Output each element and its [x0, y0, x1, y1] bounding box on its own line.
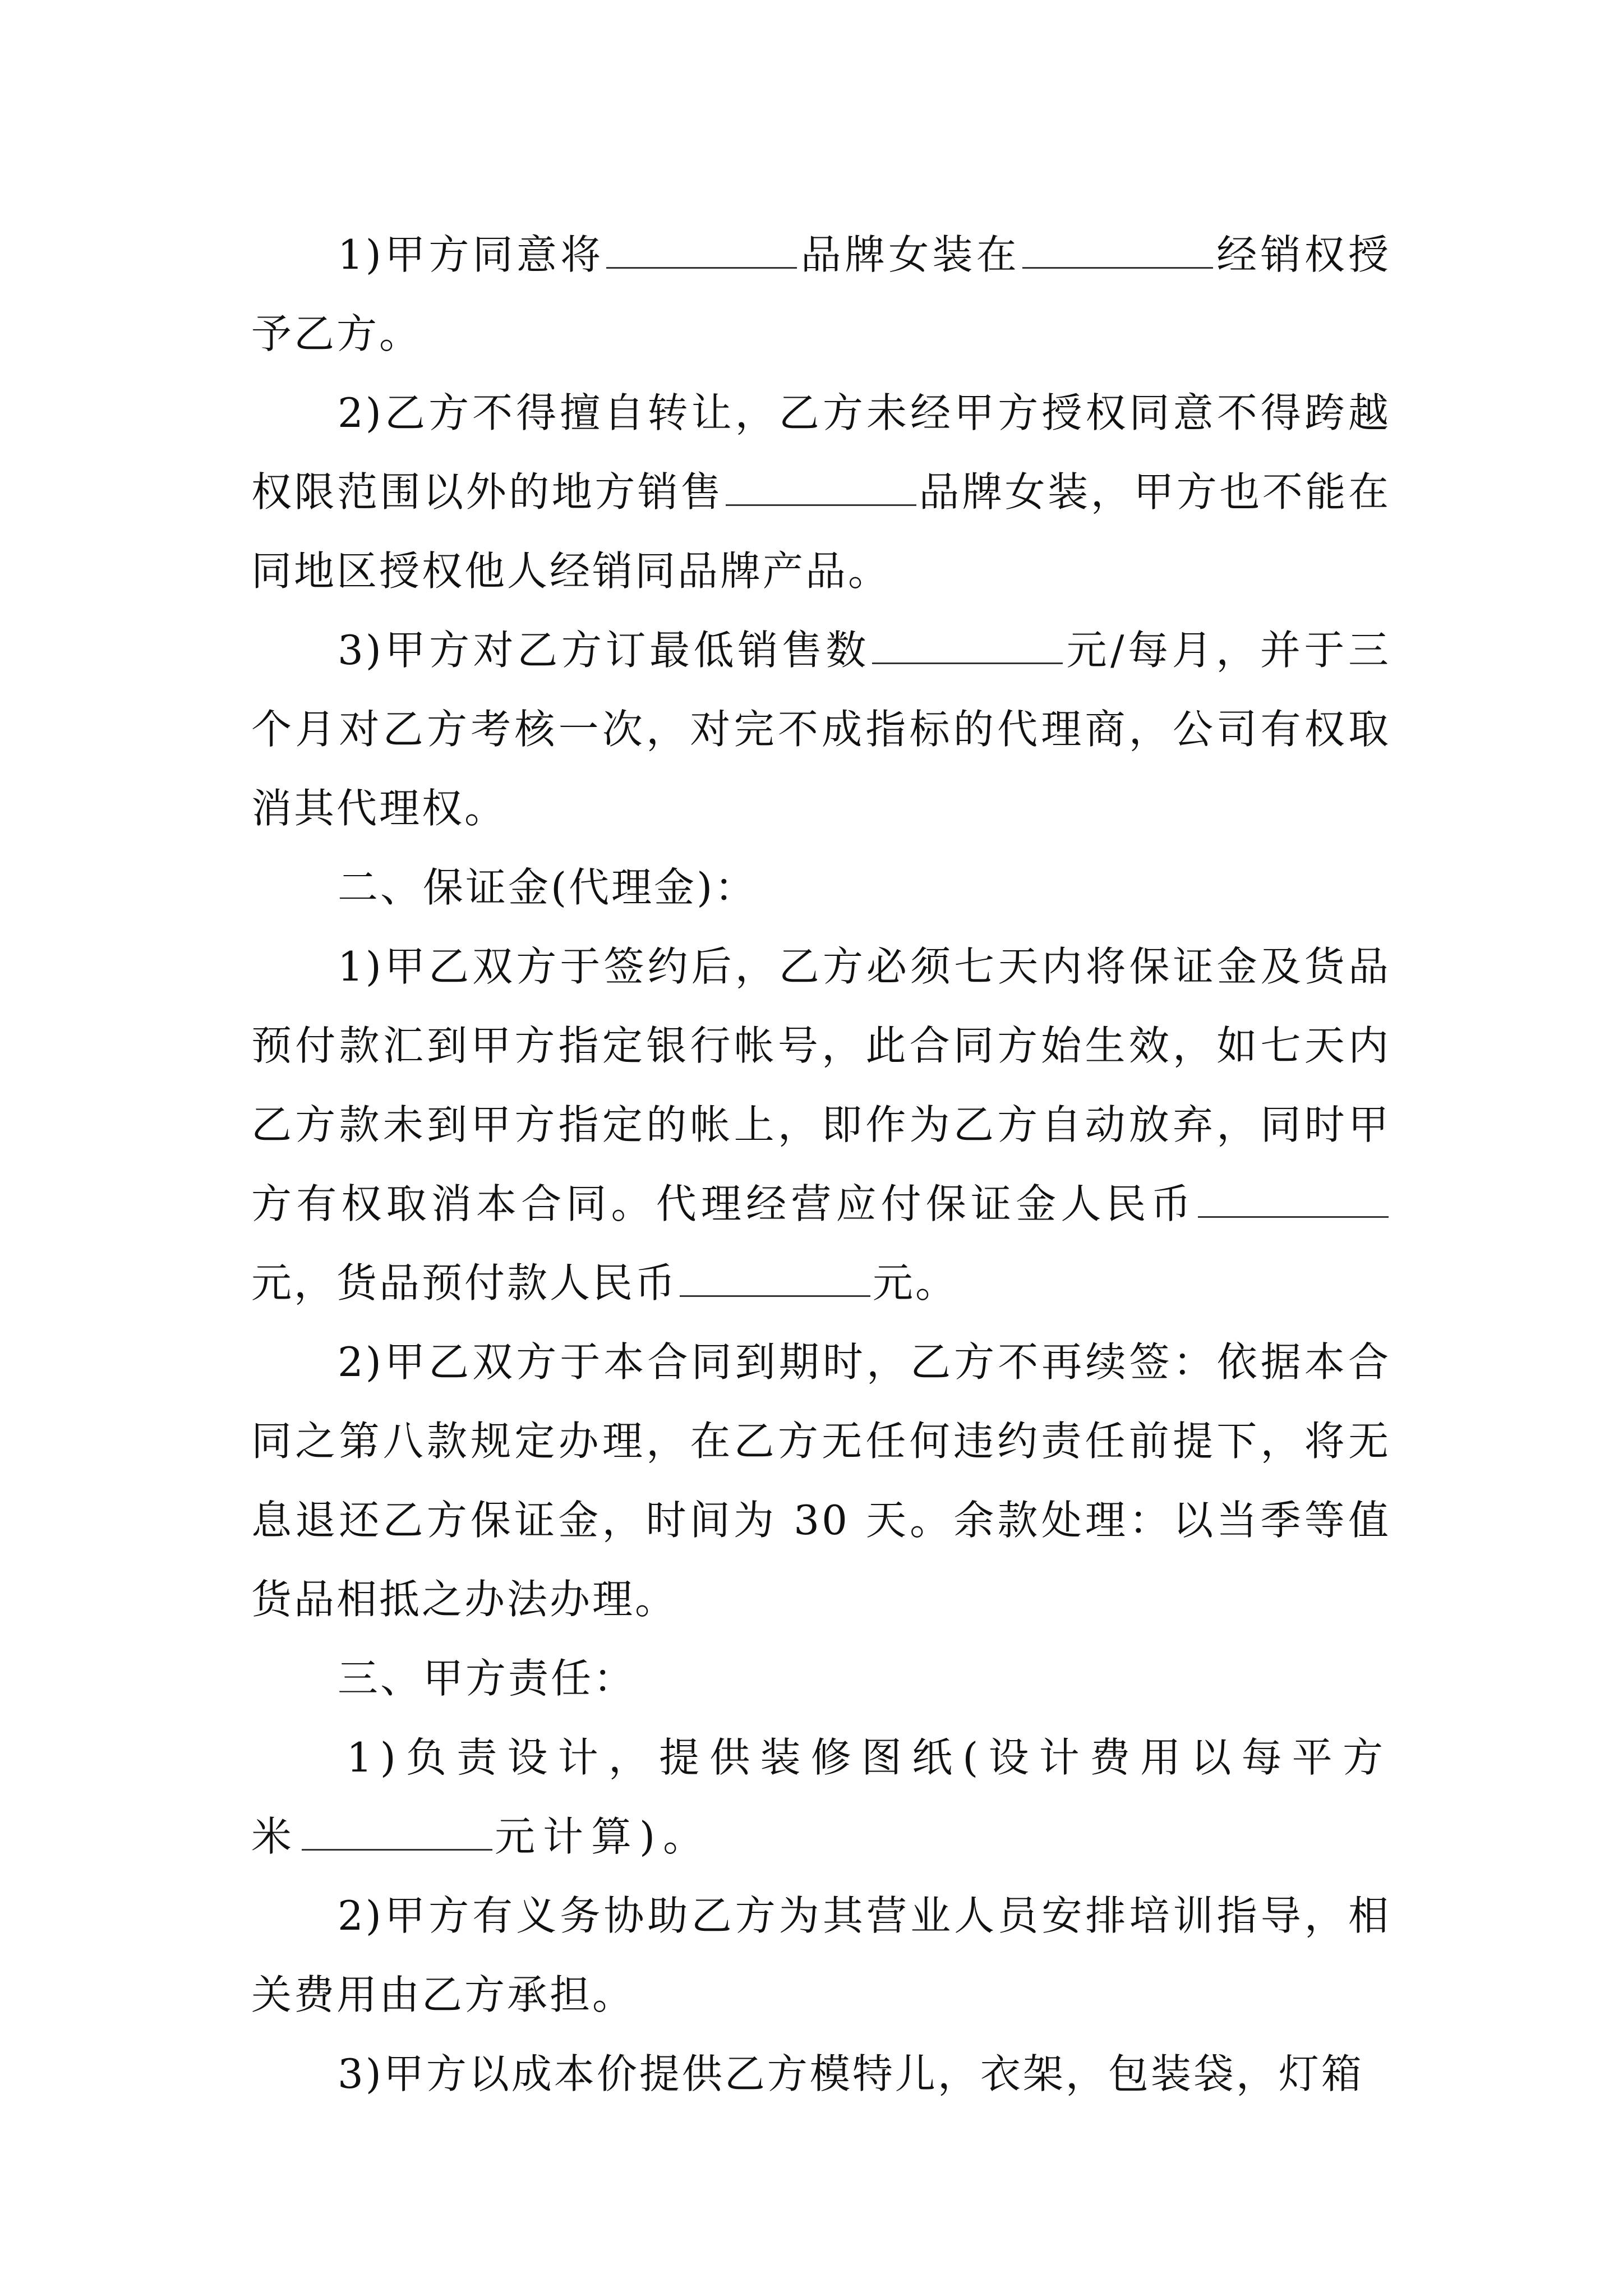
text-segment: 3)甲方以成本价提供乙方模特儿，衣架，包装袋，灯箱: [338, 2050, 1364, 2097]
clause-1-1: [251, 215, 1391, 374]
text-segment: 元，货品预付款人民币: [251, 1259, 678, 1306]
section-heading-3: [251, 1639, 1391, 1718]
clause-2-1: [251, 927, 1391, 1323]
text-segment: 品牌女装在: [799, 231, 1020, 278]
text-segment: 1)负责设计，提供装修图纸(设计费用以每平方米: [251, 1734, 1391, 1860]
text-segment: 品牌女装，甲方也不能在同地区授权他人经销同品牌产品。: [251, 468, 1391, 595]
clause-1-2: [251, 374, 1391, 611]
clause-2-2: [251, 1323, 1391, 1639]
text-segment: 经销权授予乙方。: [251, 231, 1391, 357]
blank-line: [1198, 1216, 1389, 1218]
clause-3-1: [251, 1718, 1391, 1876]
clause-3-2: [251, 1876, 1391, 2035]
contract-text: [251, 215, 1391, 2114]
blank-line: [1022, 266, 1213, 269]
text-segment: 1)甲方同意将: [338, 231, 605, 278]
text-segment: 元/每月，并于三个月对乙方考核一次，对完不成指标的代理商，公司有权取消其代理权。: [251, 627, 1391, 832]
clause-1-3: [251, 611, 1391, 848]
text-segment: 2)乙方不得擅自转让，乙方未经甲方授权同意不得跨越权限范围以外的地方销售: [251, 389, 1391, 516]
section-heading-2: [251, 848, 1391, 927]
clause-3-3: [251, 2035, 1391, 2114]
blank-line: [872, 662, 1063, 664]
text-segment: 3)甲方对乙方订最低销售数: [338, 627, 870, 674]
blank-line: [726, 504, 916, 506]
blank-line: [680, 1295, 870, 1297]
text-segment: 2)甲乙双方于本合同到期时，乙方不再续签：依据本合同之第八款规定办理，在乙方无任何违约责任前提下，将无息退还乙方保证金，时间为 30 天。余款处理：以当季等值货品相抵之办法办理。: [251, 1338, 1391, 1623]
text-segment: 2)甲方有义务协助乙方为其营业人员安排培训指导，相关费用由乙方承担。: [251, 1892, 1391, 2018]
text-segment: 1)甲乙双方于签约后，乙方必须七天内将保证金及货品预付款汇到甲方指定银行帐号，此合同方始生效，如七天内乙方款未到甲方指定的帐上，即作为乙方自动放弃，同时甲方有权取消本合同。代理经营应付保证金人民币: [251, 943, 1391, 1227]
heading-text: 二、保证金(代理金)：: [338, 864, 758, 911]
blank-line: [606, 266, 797, 269]
heading-text: 三、甲方责任：: [338, 1655, 637, 1702]
text-segment: 元。: [873, 1259, 958, 1306]
blank-line: [302, 1848, 492, 1851]
text-segment: 元计算)。: [495, 1813, 712, 1860]
